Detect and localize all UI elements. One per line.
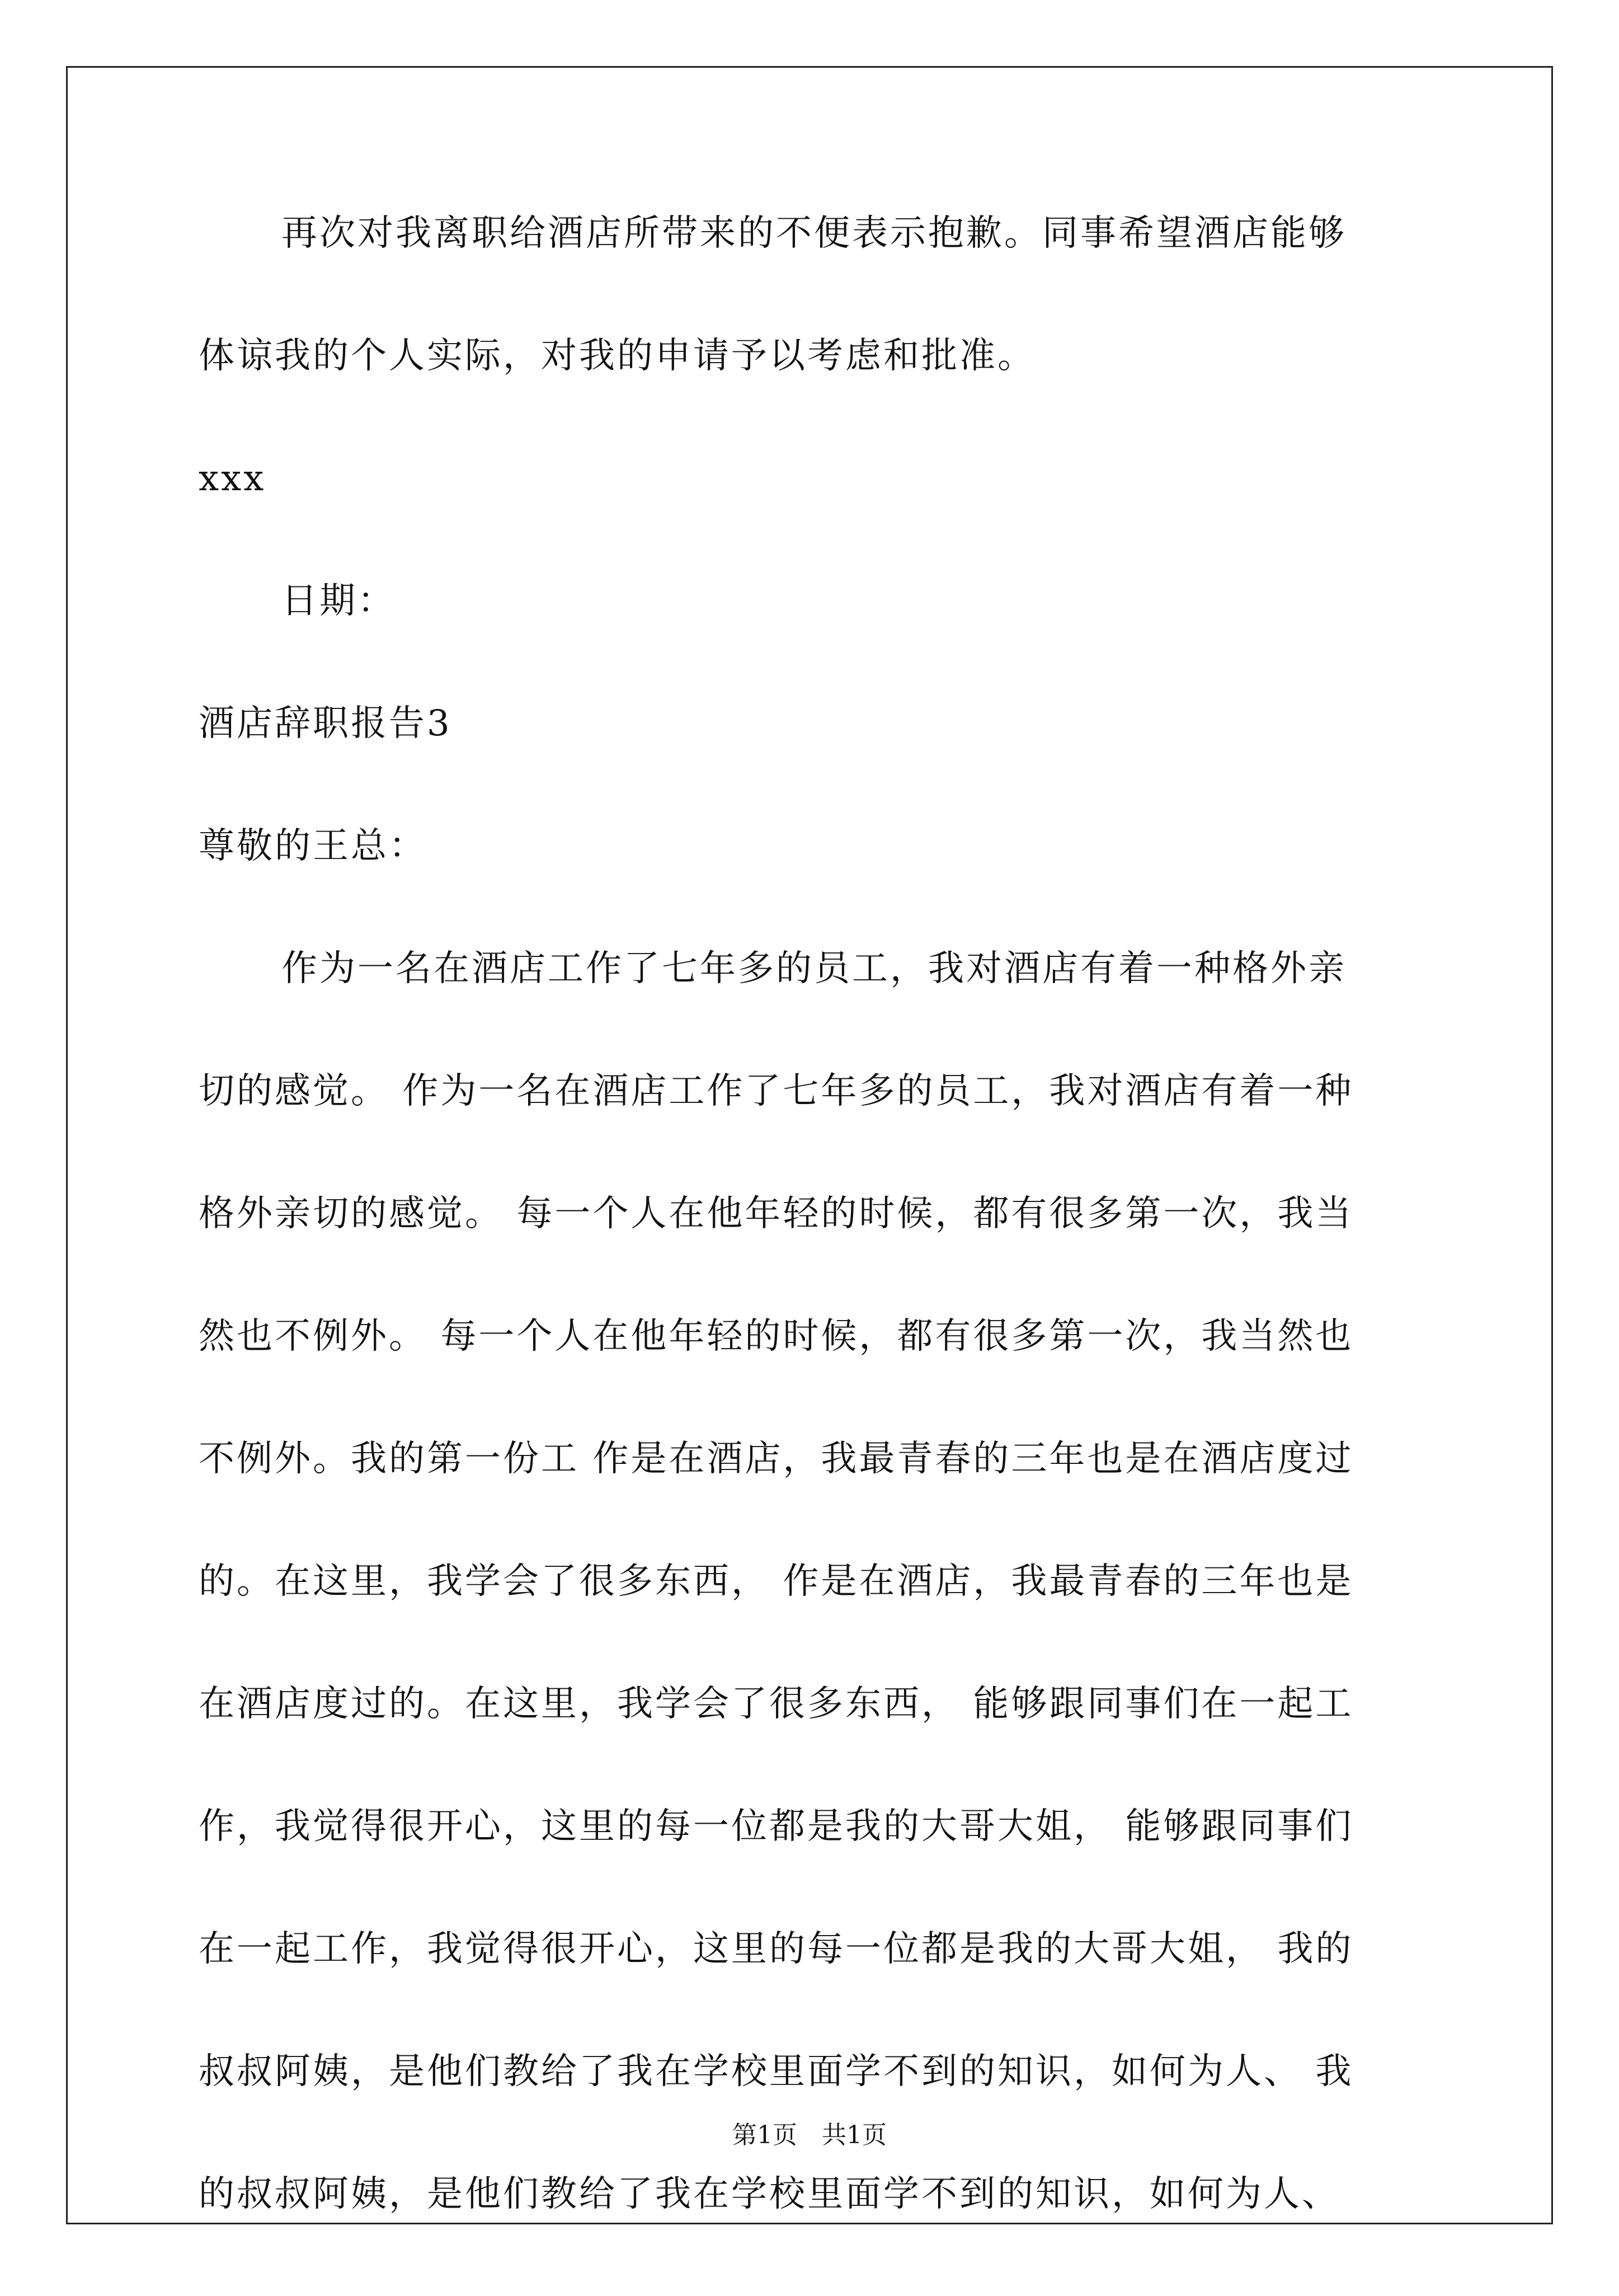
paragraph-line: 叔叔阿姨，是他们教给了我在学校里面学不到的知识，如何为人、 我 (199, 2051, 1354, 2092)
signature: xxx (199, 458, 266, 499)
paragraph-line: 然也不例外。 每一个人在他年轻的时候，都有很多第一次，我当然也 (199, 1316, 1354, 1357)
paragraph-line: 再次对我离职给酒店所带来的不便表示抱歉。同事希望酒店能够 (281, 213, 1347, 254)
paragraph-line: 的。在这里，我学会了很多东西， 作是在酒店，我最青春的三年也是 (199, 1561, 1354, 1602)
page-footer: 第1页 共1页 (732, 2121, 887, 2149)
paragraph-line: 在酒店度过的。在这里，我学会了很多东西， 能够跟同事们在一起工 (199, 1683, 1354, 1725)
paragraph-line: 不例外。我的第一份工 作是在酒店，我最青春的三年也是在酒店度过 (199, 1438, 1354, 1480)
paragraph-line: 作为一名在酒店工作了七年多的员工，我对酒店有着一种格外亲 (281, 948, 1347, 989)
document-body (199, 213, 1429, 2296)
paragraph-line: 作，我觉得很开心，这里的每一位都是我的大哥大姐， 能够跟同事们 (199, 1806, 1354, 1847)
salutation: 尊敬的王总： (199, 825, 427, 867)
date-label: 日期： (281, 580, 396, 622)
paragraph-line: 格外亲切的感觉。 每一个人在他年轻的时候，都有很多第一次，我当 (199, 1193, 1354, 1234)
section-heading: 酒店辞职报告3 (199, 703, 452, 744)
paragraph-line: 的叔叔阿姨，是他们教给了我在学校里面学不到的知识，如何为人、 (199, 2173, 1340, 2215)
paragraph-line: 切的感觉。 作为一名在酒店工作了七年多的员工，我对酒店有着一种 (199, 1070, 1354, 1112)
paragraph-line: 体谅我的个人实际，对我的申请予以考虑和批准。 (199, 335, 1036, 377)
paragraph-line: 在一起工作，我觉得很开心，这里的每一位都是我的大哥大姐， 我的 (199, 1928, 1354, 1970)
